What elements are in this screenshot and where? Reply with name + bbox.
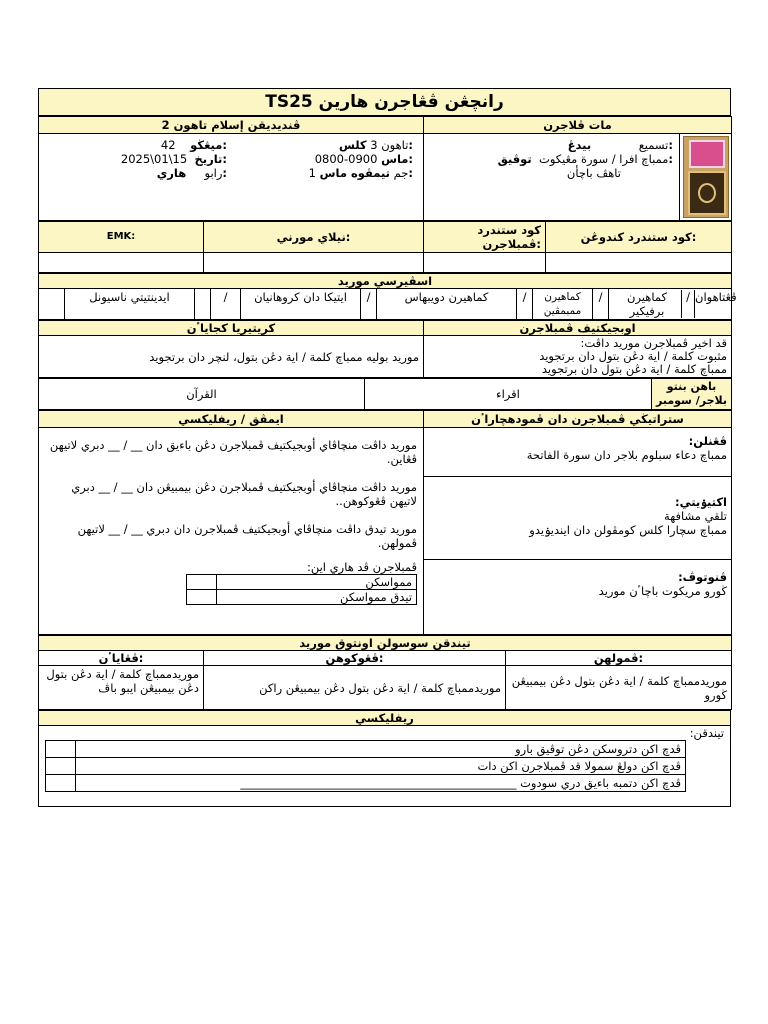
aspirasi-berfikir: كماهيرن برفيكير	[627, 290, 667, 318]
bahan-table	[38, 378, 732, 410]
refleksi-option-1-check[interactable]	[46, 741, 76, 758]
impak-option-1-check[interactable]	[187, 575, 217, 590]
strategi-table	[38, 410, 732, 635]
tarikh-value: 2025\01\15	[120, 152, 188, 166]
info-table	[38, 116, 732, 221]
aktiviti-text: تلقي مشافهة ممباچ سچارا كلس كومڤولن دان اينديۏيدو	[529, 509, 727, 537]
pengayaan-label: ڤڠاياٴن:	[39, 651, 204, 666]
aspirasi-right	[609, 289, 737, 320]
aktiviti-label: اكتيۏيتي:	[674, 495, 727, 509]
tarikh-cell	[45, 152, 231, 166]
aspirasi-memimpin: كماهيرن ممبمڤين	[533, 289, 593, 320]
sk-value	[546, 253, 732, 273]
penutup-cell	[424, 560, 732, 635]
nilai-value	[204, 253, 424, 273]
impak-header: ايمڤق / ريفليكسي	[39, 411, 424, 428]
objektif-header: اوبجيكتيف ڤمبلاجرن	[424, 321, 732, 336]
impak-2: موريد داڤت منچاڤاي أوبجيكتيف ڤمبلاجرن دڠن بيمبيڠن دان __ / __ دبري لاتيهن ڤڠوكوهن..	[71, 480, 417, 508]
topik-row	[430, 152, 673, 166]
topik-extra: تاهڤ باچأن	[566, 166, 621, 180]
bidang-label: بيدڠ:	[567, 138, 673, 152]
impak-3: موريد تيدق داڤت منچاڤاي أوبجيكتيف ڤمبلاجرن دان دبري __ / __ لاتيهن ڤمولهن.	[77, 522, 417, 550]
kelas-value: تاهون 3	[370, 138, 409, 152]
kriteria-text: موريد بوليه ممباچ كلمة / اية دڠن بتول، لنچر دان برتجويد	[39, 336, 424, 378]
impak-option-2: تيدق ممواسكن	[217, 590, 417, 605]
standards-table	[38, 221, 732, 273]
kelas-label: كلس:	[338, 138, 413, 152]
refleksi-options	[45, 740, 686, 792]
emk-label: EMK:	[39, 222, 204, 253]
logo-cell	[680, 134, 732, 221]
objektif-table	[38, 320, 732, 378]
impak-option-2-check[interactable]	[187, 590, 217, 605]
quran-logo-image	[683, 136, 729, 218]
bidang-value: تسميع	[638, 138, 669, 152]
tindakan-table	[38, 635, 732, 710]
sk-label: كود ستندرد كندوڠن:	[546, 222, 732, 253]
impak-option-1: ممواسكن	[217, 575, 417, 590]
minggu-cell	[45, 138, 231, 152]
aspirasi-header: اسڤيرسي موريد	[39, 274, 732, 289]
bahan-label: باهن بنتو بلاجر/ سومبر	[652, 379, 732, 410]
pengukuhan-label: ڤڠوكوهن:	[204, 651, 506, 666]
refleksi-header: ريفليكسي	[39, 711, 731, 726]
masa-value: 0800-0900	[314, 152, 378, 166]
kelas-cell	[231, 138, 417, 152]
pemulihan-text: موريدممباچ كلمة / اية دڠن بتول دڠن بيمبيڠن ڬورو	[506, 666, 732, 710]
aspirasi-box-5	[195, 289, 211, 320]
info-right	[424, 134, 680, 221]
page-title: رانچڠن ڤڠاجرن هارين TS25	[39, 89, 731, 116]
tindakan-label: تيندقن:	[689, 726, 724, 740]
refleksi-option-2: ڤدچ اكن دولڠ سمولا قد ڤمبلاجرن اكن دات	[76, 758, 686, 775]
pengukuhan-text: موريدممباچ كلمة / اية دڠن بتول دڠن بيمبيڠن راكن	[204, 666, 506, 710]
aktiviti-cell	[424, 477, 732, 560]
bahan-iqra: اقراء	[365, 379, 652, 410]
aspirasi-identiti: ايدينتيتي ناسيونل	[65, 289, 195, 320]
strategi-header: ستراتيڬي ڤمبلاجرن دان ڤمودهچاراٴن	[424, 411, 732, 428]
logo-ornament-icon	[689, 140, 725, 168]
minggu-value: 42	[160, 138, 176, 152]
aspirasi-slash-2: /	[593, 289, 609, 320]
refleksi-option-3-check[interactable]	[46, 775, 76, 792]
refleksi-option-1: ڤدچ اكن دتروسكن دڠن توڤيق بارو	[76, 741, 686, 758]
refleksi-cell	[39, 726, 731, 807]
impak-cell	[39, 428, 424, 635]
hari-value: رابو	[204, 166, 223, 180]
kriteria-header: كريتيريا كجاياٴن	[39, 321, 424, 336]
topik-value: ممباچ افرا / سورة مڠيكوت	[539, 152, 669, 166]
logo-book-icon	[688, 171, 726, 215]
aspirasi-slash-3: /	[517, 289, 533, 320]
set-induksi-label: ڤڠنلن:	[688, 434, 727, 448]
sp-value	[424, 253, 546, 273]
aspirasi-table	[38, 273, 737, 320]
emk-value	[39, 253, 204, 273]
refleksi-option-3: ڤدچ اكن دتمبه باءيق دري سودوت ________________________________________________	[76, 775, 686, 792]
bahan-quran: القرآن	[39, 379, 365, 410]
nilai-label: نيلاي مورني:	[204, 222, 424, 253]
tindakan-header: تيندقن سوسولن اونتوق موريد	[39, 636, 732, 651]
aspirasi-slash-1: /	[682, 290, 695, 318]
objektif-text: قد اخير ڤمبلاجرن موريد داڤت: مثبوت كلمة / اية دڠن بتول دان برتجويد ممباچ كلمة / اية دڠن بتول دان برتجويد	[424, 336, 732, 378]
penutup-text: ڬورو مريكوت باچاٴن موريد	[598, 584, 727, 598]
set-induksi-cell	[424, 428, 732, 477]
pemulihan-label: ڤمولهن:	[506, 651, 732, 666]
subject-value: ڤنديديقن إسلام تاهون 2	[39, 117, 424, 134]
tempoh-value: 1 جم	[308, 166, 409, 180]
set-induksi-text: ممباچ دعاء سبلوم بلاجر دان سورة الفاتحة	[526, 448, 727, 462]
aspirasi-box-6	[39, 289, 65, 320]
refleksi-option-2-check[interactable]	[46, 758, 76, 775]
aspirasi-slash-4: /	[361, 289, 377, 320]
tarikh-label: تاريخ:	[194, 152, 227, 166]
hari-cell	[45, 166, 231, 180]
aspirasi-pengetahuan: ڤڠتاهوان	[695, 290, 737, 304]
masa-cell	[231, 152, 417, 166]
sp-label: كود ستندرد ڤمبلاجرن:	[424, 222, 546, 253]
aspirasi-etika: ايتيكا دان كروهانيان	[241, 289, 361, 320]
subject-label: مات ڤلاجرن	[424, 117, 732, 134]
lesson-plan-sheet	[38, 88, 737, 807]
minggu-label: ميڠڬو:	[190, 138, 227, 152]
hari-label: هاري:	[156, 166, 227, 180]
impak-4: ڤمبلاجرن ڤد هاري اين:	[306, 560, 417, 574]
tempoh-label: تيمڤوه ماس:	[319, 166, 413, 180]
aspirasi-slash-5: /	[211, 289, 241, 320]
aspirasi-dwibahasa: كماهيرن دويبهاس	[377, 289, 517, 320]
title-table	[38, 88, 731, 116]
impak-1: موريد داڤت منچاڤاي أوبجيكتيف ڤمبلاجرن دڠن باءيق دان __ / __ دبري لاتيهن ڤڠاين.	[49, 438, 417, 466]
bidang-row	[430, 138, 673, 152]
pengayaan-text: موريدممباچ كلمة / اية دڠن بتول دڠن بيمبيڠن ايبو باڤ	[39, 666, 204, 710]
topik-label: توڤيق:	[497, 152, 673, 166]
tempoh-cell	[231, 166, 417, 180]
refleksi-table	[38, 710, 731, 807]
impak-options	[186, 574, 417, 605]
masa-label: ماس:	[381, 152, 413, 166]
penutup-label: ڤنوتوڤ:	[678, 570, 727, 584]
info-left	[39, 134, 424, 221]
